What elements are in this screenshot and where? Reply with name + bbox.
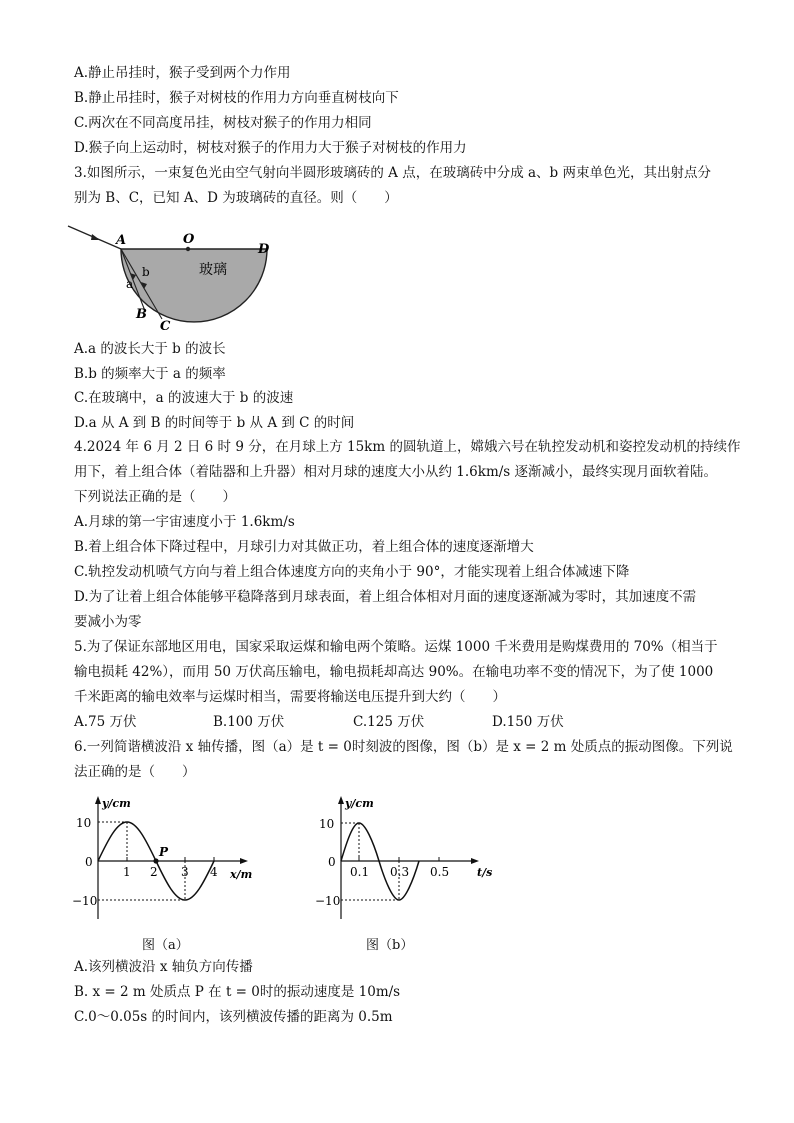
q3-option-b: B.b 的频率大于 a 的频率 — [74, 366, 226, 382]
q5-stem-line1: 5.为了保证东部地区用电，国家采取运煤和输电两个策略。运煤 1000 千米费用是购煤费用的 70%（相当于 — [74, 639, 718, 655]
q4-option-a: A.月球的第一宇宙速度小于 1.6km/s — [74, 514, 295, 530]
q6-option-b: B. x = 2 m 处质点 P 在 t = 0时的振动速度是 10m/s — [74, 984, 401, 1000]
graph-b-ylabel: y/cm — [345, 797, 374, 810]
graph-b-caption: 图（b） — [366, 938, 414, 953]
graph-a-xtick-3: 3 — [181, 865, 189, 879]
q6-stem-line1: 6.一列简谐横波沿 x 轴传播，图（a）是 t = 0时刻波的图像，图（b）是 x = 2 m 处质点的振动图像。下列说 — [74, 739, 733, 755]
graph-a-ytick-0: 0 — [85, 855, 93, 869]
q4-option-d-line1: D.为了让着上组合体能够平稳降落到月球表面，着上组合体相对月面的速度逐渐减为零时，其加速度不需 — [74, 589, 697, 605]
q5-option-a: A.75 万伏 — [74, 714, 137, 730]
q3-option-d: D.a 从 A 到 B 的时间等于 b 从 A 到 C 的时间 — [74, 415, 355, 431]
q4-option-b: B.着上组合体下降过程中，月球引力对其做正功，着上组合体的速度逐渐增大 — [74, 539, 534, 555]
q4-stem-line2: 用下，着上组合体（着陆器和上升器）相对月球的速度大小从约 1.6km/s 逐渐减小，最终实现月面软着陆。 — [74, 464, 718, 480]
graph-a-xtick-1: 1 — [123, 865, 131, 879]
q2-option-a: A.静止吊挂时，猴子受到两个力作用 — [74, 65, 291, 81]
label-D: D — [258, 242, 270, 257]
graph-a-ylabel: y/cm — [102, 797, 131, 810]
vibration-graph-b — [315, 792, 500, 922]
graph-b-xlabel: t/s — [477, 866, 493, 879]
label-C: C — [160, 319, 171, 334]
graph-a-xtick-2: 2 — [150, 865, 158, 879]
graph-b-xtick-0.1: 0.1 — [350, 865, 370, 879]
graph-a-ytick-10: 10 — [76, 816, 92, 830]
label-a: a — [126, 277, 134, 291]
q5-option-b: B.100 万伏 — [213, 714, 285, 730]
q2-option-c: C.两次在不同高度吊挂，树枝对猴子的作用力相同 — [74, 115, 372, 131]
label-glass: 玻璃 — [199, 262, 227, 278]
graph-a-ytick-neg10: −10 — [72, 894, 98, 908]
q5-option-c: C.125 万伏 — [353, 714, 425, 730]
graph-b-xtick-0.5: 0.5 — [430, 865, 450, 879]
q3-glass-figure — [64, 216, 274, 334]
label-O: O — [183, 232, 195, 247]
q6-option-a: A.该列横波沿 x 轴负方向传播 — [74, 959, 253, 975]
graph-a-xtick-4: 4 — [210, 865, 218, 879]
q4-option-d-line2: 要减小为零 — [74, 614, 142, 630]
label-b: b — [142, 265, 150, 279]
q2-option-b: B.静止吊挂时，猴子对树枝的作用力方向垂直树枝向下 — [74, 90, 399, 106]
q5-option-d: D.150 万伏 — [492, 714, 564, 730]
q4-stem-line3: 下列说法正确的是（ ） — [74, 489, 236, 505]
q6-stem-line2: 法正确的是（ ） — [74, 764, 196, 780]
label-A: A — [116, 233, 127, 248]
q5-stem-line3: 千米距离的输电效率与运煤时相当，需要将输送电压提升到大约（ ） — [74, 689, 506, 705]
q2-option-d: D.猴子向上运动时，树枝对猴子的作用力大于猴子对树枝的作用力 — [74, 140, 467, 156]
q3-option-c: C.在玻璃中，a 的波速大于 b 的波速 — [74, 390, 294, 406]
graph-a-caption: 图（a） — [142, 938, 189, 953]
q3-option-a: A.a 的波长大于 b 的波长 — [74, 341, 226, 357]
q4-option-c: C.轨控发动机喷气方向与着上组合体速度方向的夹角小于 90°，才能实现着上组合体减速下降 — [74, 564, 630, 580]
wave-graph-a — [70, 792, 260, 922]
graph-b-ytick-10: 10 — [319, 817, 335, 831]
graph-a-xlabel: x/m — [230, 868, 253, 881]
graph-b-ytick-neg10: −10 — [315, 894, 341, 908]
graph-b-xtick-0.3: 0.3 — [390, 865, 410, 879]
q4-stem-line1: 4.2024 年 6 月 2 日 6 时 9 分，在月球上方 15km 的圆轨道上，嫦娥六号在轨控发动机和姿控发动机的持续作 — [74, 439, 741, 455]
graph-b-ytick-0: 0 — [328, 855, 336, 869]
label-B: B — [136, 307, 147, 322]
q3-stem-line1: 3.如图所示，一束复色光由空气射向半圆形玻璃砖的 A 点，在玻璃砖中分成 a、b 两束单色光，其出射点分 — [74, 165, 711, 181]
q5-stem-line2: 输电损耗 42%），而用 50 万伏高压输电，输电损耗却高达 90%。在输电功率不变的情况下，为了使 1000 — [74, 664, 714, 680]
graph-a-point-P: P — [159, 845, 169, 859]
q3-stem-line2: 别为 B、C，已知 A、D 为玻璃砖的直径。则（ ） — [74, 190, 398, 206]
q6-option-c: C.0～0.05s 的时间内，该列横波传播的距离为 0.5m — [74, 1009, 393, 1025]
